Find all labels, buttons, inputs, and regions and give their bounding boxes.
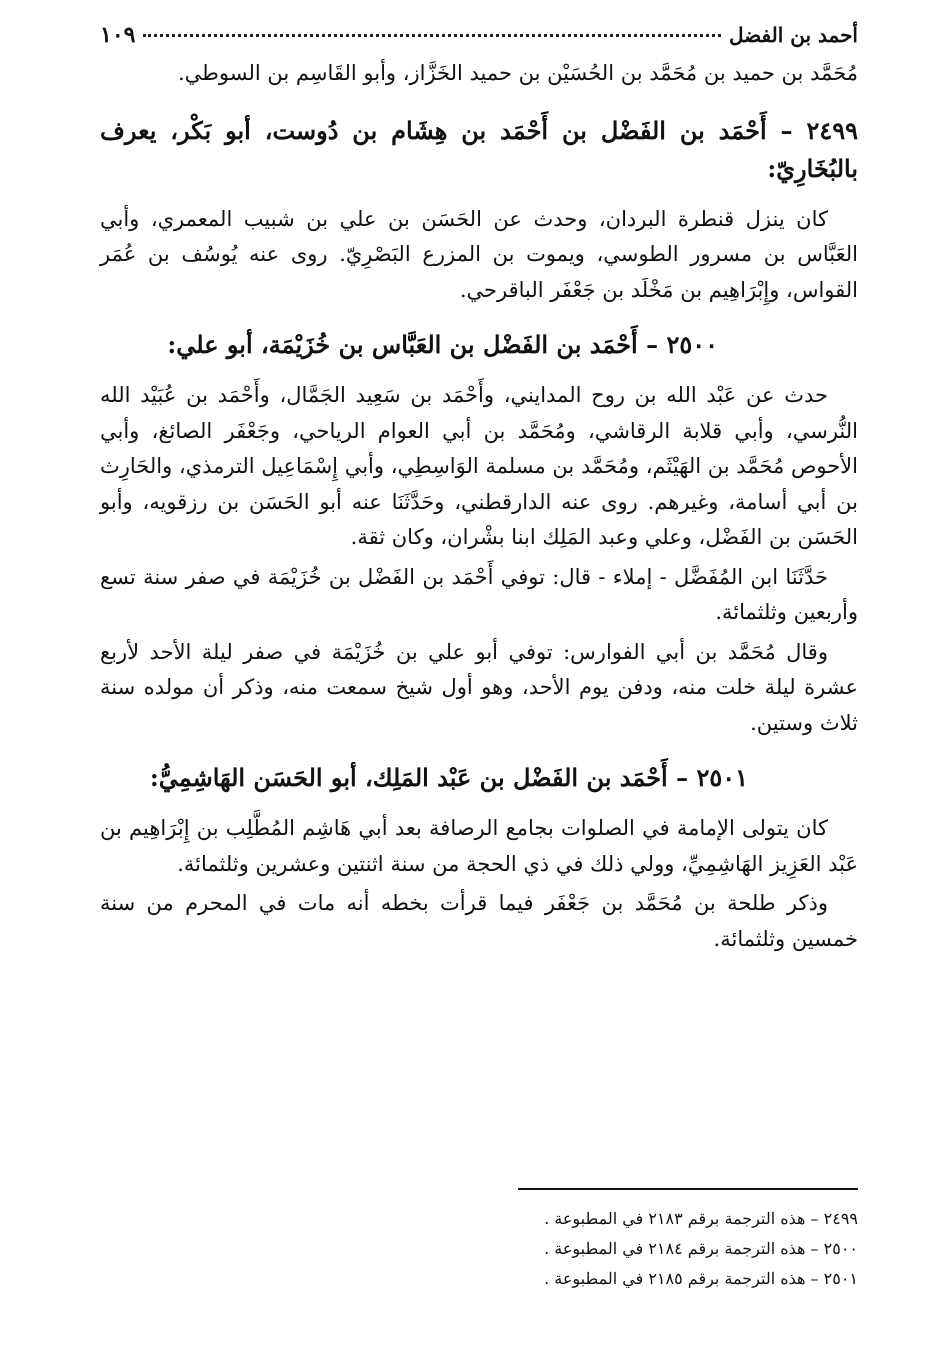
entry-2501-paragraph-2: وذكر طلحة بن مُحَمَّد بن جَعْفَر فيما قرأت بخطه أنه مات في المحرم من سنة خمسين وثلثمائة. — [100, 891, 858, 951]
entry-heading-2500: ٢٥٠٠ – أَحْمَد بن الفَضْل بن العَبَّاس بن خُزَيْمَة، أبو علي: — [167, 330, 718, 359]
continuation-paragraph: مُحَمَّد بن حميد بن مُحَمَّد بن الحُسَيْن بن حميد الخَزَّاز، وأبو القَاسِم بن السوطي. — [177, 61, 858, 85]
entry-heading-2501: ٢٥٠١ – أَحْمَد بن الفَضْل بن عَبْد المَلِك، أبو الحَسَن الهَاشِمِيُّ: — [149, 763, 748, 792]
entry-2500-paragraph-3: وقال مُحَمَّد بن أبي الفوارس: توفي أبو علي بن خُزَيْمَة في صفر ليلة الأحد لأربع عشرة ليلة خلت منه، ودفن يوم الأحد، وهو أول شيخ سمعت منه، وذكر أن مولده سنة ثلاث وستين. — [100, 639, 858, 735]
book-page — [100, 0, 858, 1364]
footnotes — [100, 1188, 858, 1294]
footnote: ٢٥٠٠ – هذه الترجمة برقم ٢١٨٤ في المطبوعة . — [544, 1239, 858, 1258]
footnote: ٢٥٠١ – هذه الترجمة برقم ٢١٨٥ في المطبوعة . — [544, 1269, 858, 1288]
entry-2500-paragraph-2: حَدَّثَنَا ابن المُفَضَّل - إملاء - قال: توفي أَحْمَد بن الفَضْل بن خُزَيْمَة في صفر سنة تسع وأربعين وثلثمائة. — [100, 564, 858, 624]
entry-heading-2499: ٢٤٩٩ – أَحْمَد بن الفَضْل بن أَحْمَد بن هِشَام بن دُوست، أبو بَكْر، يعرف بالبُخَارِيّ: — [100, 115, 858, 183]
entry-2500-paragraph-1: حدث عن عَبْد الله بن روح المدايني، وأَحْمَد بن سَعِيد الجَمَّال، وأَحْمَد بن عُبَيْد الله النُّرسي، وأبي قلابة الرقاشي، ومُحَمَّد بن أبي العوام الرياحي، وجَعْفَر الصائغ، وأبي الأحوص مُحَمَّد بن الهَيْثَم، ومُحَمَّد بن مسلمة الوَاسِطِي، وأبي إِسْمَاعِيل الترمذي، والحَارِث بن أبي أسامة، وغيرهم. روى عنه الدارقطني، وحَدَّثَنَا عنه أبو الحَسَن بن رزقويه، وأبو الحَسَن بن الفَضْل، وعلي وعبد المَلِك ابنا بشْران، وكان ثقة. — [100, 383, 858, 549]
running-header-title: أحمد بن الفضل — [729, 23, 858, 47]
footnote: ٢٤٩٩ – هذه الترجمة برقم ٢١٨٣ في المطبوعة . — [544, 1209, 858, 1228]
footnote-separator — [518, 1188, 858, 1190]
page-number: ١٠٩ — [100, 22, 136, 48]
running-header — [100, 22, 858, 52]
entry-2499-paragraph: كان ينزل قنطرة البردان، وحدث عن الحَسَن بن علي بن شبيب المعمري، وأبي العَبَّاس بن مسرور الطوسي، ويموت بن المزرع البَصْرِيّ. روى عنه يُوسُف بن عُمَر القواس، وإِبْرَاهِيم بن مَخْلَد بن جَعْفَر الباقرحي. — [100, 206, 858, 302]
page-body — [100, 56, 858, 957]
header-dot-leader — [143, 34, 721, 37]
entry-2501-paragraph-1: كان يتولى الإمامة في الصلوات بجامع الرصافة بعد أبي هَاشِم المُطَّلِب بن إِبْرَاهِيم بن عَبْد العَزِيز الهَاشِمِيِّ، وولي ذلك في ذي الحجة من سنة اثنتين وعشرين وثلثمائة. — [100, 816, 858, 876]
